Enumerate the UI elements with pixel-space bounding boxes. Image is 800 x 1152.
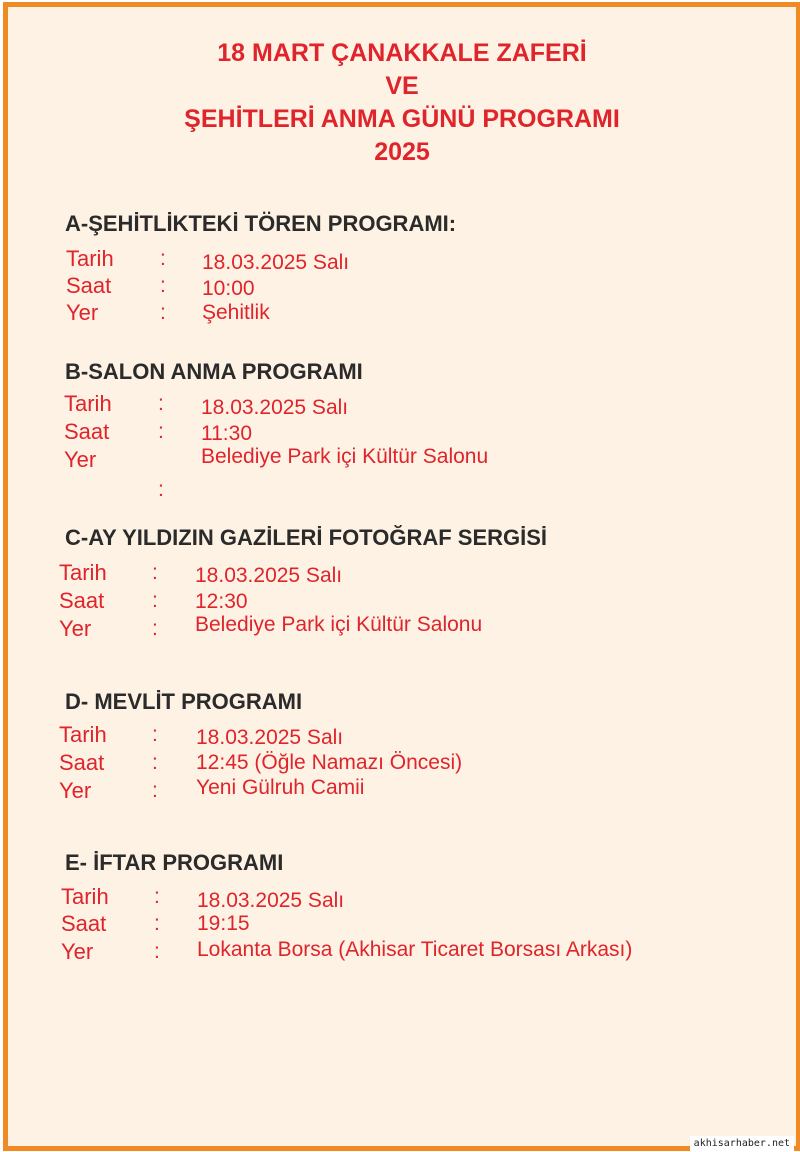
section-e-yer-colon: :: [154, 940, 160, 963]
section-d-tarih-value: 18.03.2025 Salı: [196, 726, 344, 749]
section-e-yer-label: Yer: [61, 939, 94, 964]
section-a-saat-value: 10:00: [202, 277, 255, 300]
section-e-tarih-value: 18.03.2025 Salı: [197, 889, 345, 912]
section-c-yer-value: Belediye Park içi Kültür Salonu: [195, 613, 483, 636]
section-a-yer-label: Yer: [66, 300, 99, 325]
section-a-heading: A-ŞEHİTLİKTEKİ TÖREN PROGRAMI:: [65, 211, 457, 236]
section-d-yer-label: Yer: [59, 778, 92, 803]
section-b-yer-label: Yer: [64, 447, 97, 472]
section-b-saat-label: Saat: [64, 419, 110, 444]
section-b-tarih-value: 18.03.2025 Salı: [201, 396, 349, 419]
section-c-yer-colon: :: [152, 617, 158, 640]
section-a-tarih-colon: :: [160, 247, 166, 270]
section-b-saat-colon: :: [158, 420, 164, 443]
section-b-tarih-label: Tarih: [64, 391, 112, 416]
section-c-heading: C-AY YILDIZIN GAZİLERİ FOTOĞRAF SERGİSİ: [65, 525, 548, 550]
section-b-saat-value: 11:30: [201, 422, 252, 445]
section-d-heading: D- MEVLİT PROGRAMI: [65, 689, 303, 714]
section-b-tarih-colon: :: [158, 392, 164, 415]
section-c-saat-colon: :: [152, 589, 158, 612]
section-c-saat-value: 12:30: [195, 590, 248, 613]
section-e-heading: E- İFTAR PROGRAMI: [65, 850, 284, 875]
section-e-saat-value: 19:15: [197, 912, 250, 935]
program-page: [3, 2, 800, 1151]
section-d-saat-label: Saat: [59, 750, 105, 775]
title-line-1: 18 MART ÇANAKKALE ZAFERİ: [217, 39, 587, 67]
section-b-heading: B-SALON ANMA PROGRAMI: [65, 359, 363, 384]
section-d-tarih-colon: :: [152, 723, 158, 746]
section-a-yer-colon: :: [160, 301, 166, 324]
section-e-saat-label: Saat: [61, 911, 107, 936]
section-c-saat-label: Saat: [59, 588, 105, 613]
title-line-2: VE: [385, 72, 419, 100]
section-a-yer-value: Şehitlik: [202, 301, 270, 324]
site-watermark: akhisarhaber.net: [690, 1136, 794, 1151]
section-e-saat-colon: :: [154, 912, 160, 935]
section-d-saat-colon: :: [152, 751, 158, 774]
section-e-tarih-colon: :: [154, 885, 160, 908]
section-a-saat-label: Saat: [66, 273, 112, 298]
section-a-tarih-value: 18.03.2025 Salı: [202, 251, 350, 274]
section-e-yer-value: Lokanta Borsa (Akhisar Ticaret Borsası Arkası): [197, 938, 633, 961]
section-d-yer-colon: :: [152, 779, 158, 802]
section-c-tarih-value: 18.03.2025 Salı: [195, 564, 343, 587]
section-b-yer-colon: :: [158, 478, 164, 501]
section-d-tarih-label: Tarih: [59, 722, 107, 747]
title-line-3: ŞEHİTLERİ ANMA GÜNÜ PROGRAMI: [184, 105, 620, 133]
section-a-saat-colon: :: [160, 274, 166, 297]
section-c-yer-label: Yer: [59, 616, 92, 641]
section-c-tarih-label: Tarih: [59, 560, 107, 585]
section-b-yer-value: Belediye Park içi Kültür Salonu: [201, 445, 489, 468]
section-e-tarih-label: Tarih: [61, 884, 109, 909]
section-d-yer-value: Yeni Gülruh Camii: [196, 776, 365, 799]
section-c-tarih-colon: :: [152, 561, 158, 584]
title-line-4: 2025: [374, 138, 430, 166]
section-a-tarih-label: Tarih: [66, 246, 114, 271]
section-d-saat-value: 12:45 (Öğle Namazı Öncesi): [196, 751, 463, 774]
